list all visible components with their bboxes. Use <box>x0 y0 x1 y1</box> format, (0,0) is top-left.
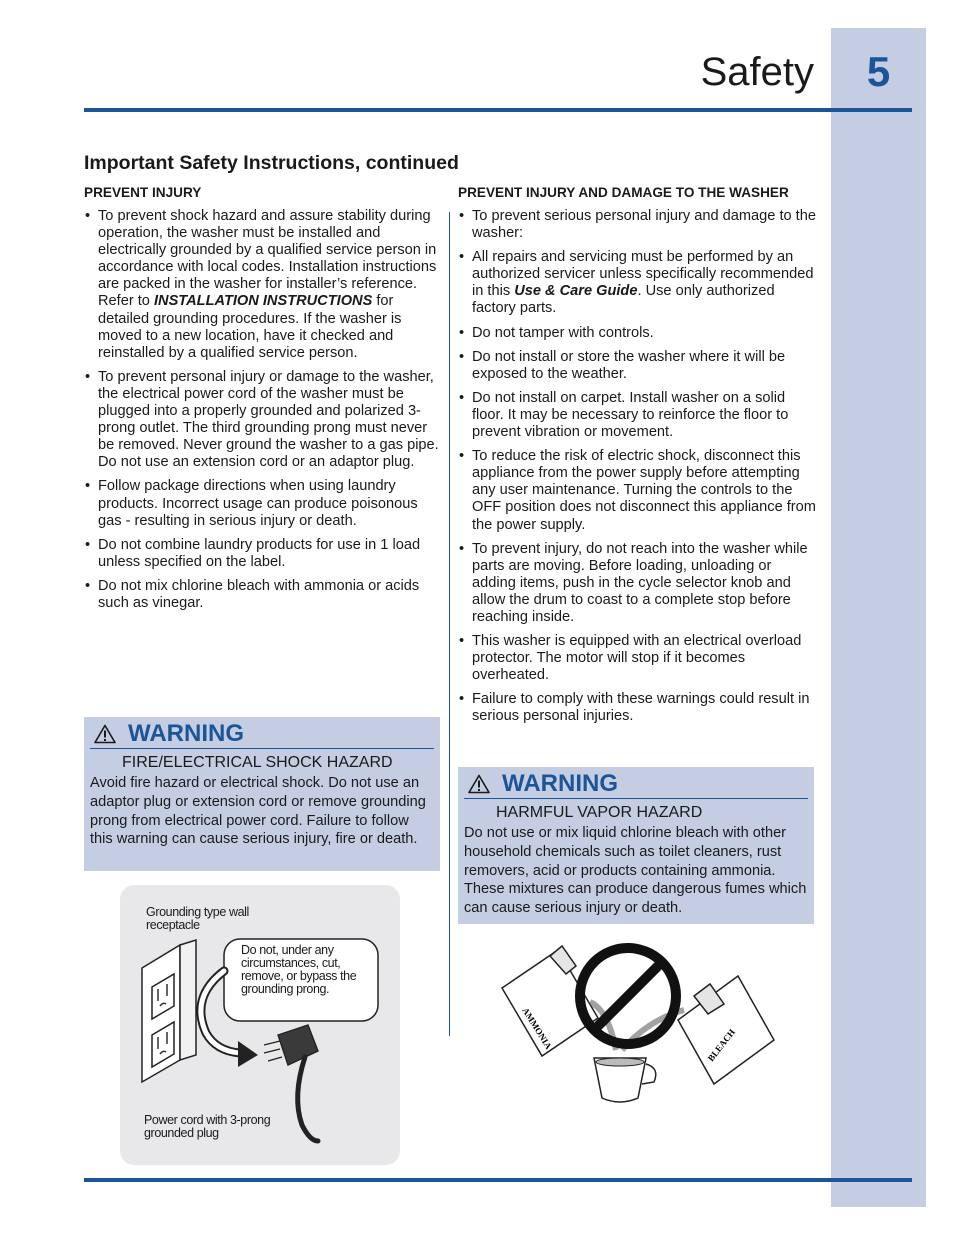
warning-header <box>464 771 808 799</box>
list-item: • Do not mix chlorine bleach with ammonia or acids such as vinegar. <box>84 578 440 612</box>
column-divider <box>449 212 450 1036</box>
header-rule <box>84 108 912 112</box>
list-item: • To prevent serious personal injury and damage to the washer: <box>458 208 816 242</box>
warning-triangle-icon <box>94 724 116 744</box>
page-title: Safety <box>700 50 814 94</box>
list-item: • To prevent injury, do not reach into the washer while parts are moving. Before loading, unloading or adding items, push in the cycle selector knob and allow the drum to coast to a complete stop before reaching inside. <box>458 541 816 626</box>
warning-subtitle: FIRE/ELECTRICAL SHOCK HAZARD <box>122 754 393 771</box>
warning-body: Do not use or mix liquid chlorine bleach with other household chemicals such as toilet cleaners, rust removers, acid or products containing ammonia. These mixtures can produce dangerous fumes which can cause serious injury or death. <box>464 825 807 917</box>
callout-text: Do not, under any circumstances, cut, remove, or bypass the grounding prong. <box>241 943 357 996</box>
warning-body: Avoid fire hazard or electrical shock. Do not use an adaptor plug or extension cord or remove grounding prong from electrical power cord. Failure to follow this warning can cause serious injury, fire or death. <box>90 775 426 848</box>
right-bullet-list <box>458 208 816 726</box>
bleach-label: BLEACH <box>705 1027 737 1064</box>
prohibition-icon <box>580 948 676 1044</box>
warning-box-fire <box>84 717 440 871</box>
page-number: 5 <box>866 48 891 95</box>
warning-title: WARNING <box>502 770 618 797</box>
ammonia-label: AMMONIA <box>520 1005 554 1051</box>
list-item: • Follow package directions when using laundry products. Incorrect usage can produce poisonous gas - resulting in serious injury or death. <box>84 478 440 529</box>
side-tab <box>831 28 926 1207</box>
list-item: • Do not combine laundry products for use in 1 load unless specified on the label. <box>84 537 440 571</box>
list-item: • Do not tamper with controls. <box>458 325 816 342</box>
cord-label: Power cord with 3-prong grounded plug <box>144 1113 271 1140</box>
right-column <box>458 183 816 733</box>
warning-title: WARNING <box>128 720 244 747</box>
warning-box-vapor <box>458 767 814 924</box>
warning-triangle-icon <box>468 774 490 794</box>
section-heading: Important Safety Instructions, continued <box>84 152 459 174</box>
left-column <box>84 183 440 619</box>
warning-subtitle: HARMFUL VAPOR HAZARD <box>496 804 703 821</box>
list-item: • To prevent personal injury or damage to the washer, the electrical power cord of the washer must be plugged into a properly grounded and polarized 3-prong outlet. The third grounding prong must never be removed. Never ground the washer to a gas pipe. Do not use an extension cord or an adaptor plug. <box>84 369 440 472</box>
list-item: • Do not install or store the washer where it will be exposed to the weather. <box>458 349 816 383</box>
list-item: • To reduce the risk of electric shock, disconnect this appliance from the power supply before attempting any user maintenance. Turning the controls to the OFF position does not disconnect this appliance from the power supply. <box>458 448 816 533</box>
list-item: • Do not install on carpet. Install washer on a solid floor. It may be necessary to reinforce the floor to prevent vibration or movement. <box>458 390 816 441</box>
grounding-illustration <box>120 885 400 1165</box>
footer-rule <box>84 1178 912 1182</box>
list-item: • To prevent shock hazard and assure stability during operation, the washer must be installed and electrically grounded by a qualified service person in accordance with local codes. Installation instructions are packed in the washer for installer’s reference. Refer to INSTALLATION INSTRUCTIONS for detailed grounding procedures. If the washer is moved to a new location, have it checked and reinstalled by a qualified service person. <box>84 208 440 362</box>
list-item: • All repairs and servicing must be performed by an authorized servicer unless specifically recommended in this Use & Care Guide. Use only authorized factory parts. <box>458 249 816 317</box>
right-subheading: PREVENT INJURY AND DAMAGE TO THE WASHER <box>458 185 789 200</box>
list-item: • This washer is equipped with an electrical overload protector. The motor will stop if it becomes overheated. <box>458 633 816 684</box>
no-mixing-chemicals-illustration <box>498 940 780 1110</box>
left-subheading: PREVENT INJURY <box>84 185 202 200</box>
warning-header <box>90 721 434 749</box>
left-bullet-list <box>84 208 440 612</box>
receptacle-label: Grounding type wall receptacle <box>146 905 249 932</box>
list-item: • Failure to comply with these warnings could result in serious personal injuries. <box>458 691 816 725</box>
